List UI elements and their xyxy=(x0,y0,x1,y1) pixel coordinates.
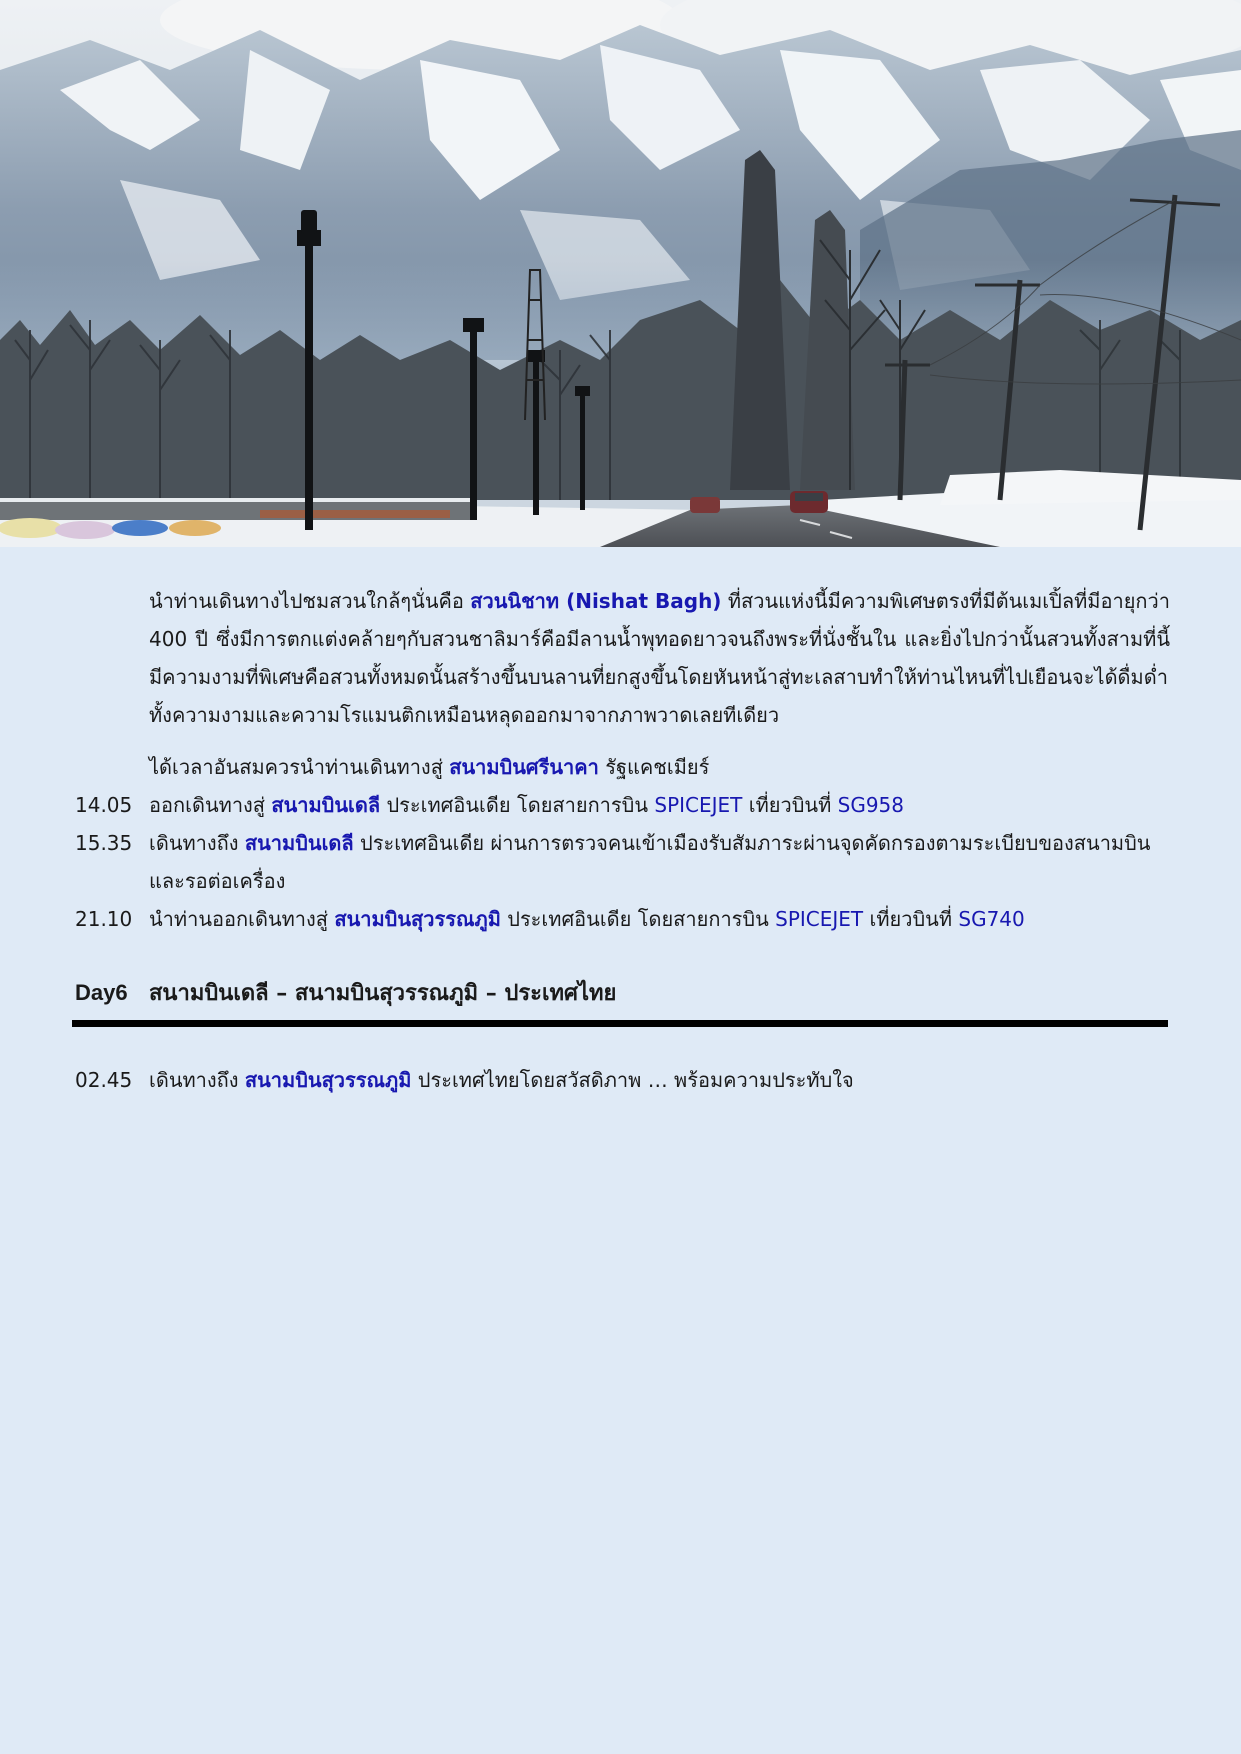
schedule-text-mid: ประเทศอินเดีย โดยสายการบิน xyxy=(380,793,655,817)
flight-number: SG958 xyxy=(837,793,904,817)
schedule-text-post: ประเทศอินเดีย ผ่านการตรวจคนเข้าเมืองรับสัมภาระผ่านจุดคัดกรองตามระเบียบของสนามบิน และรอต่อเครื่อง xyxy=(149,831,1151,893)
schedule-text-pre: ออกเดินทางสู่ xyxy=(149,793,272,817)
flight-number: SG740 xyxy=(958,907,1025,931)
day-label: Day6 xyxy=(75,980,128,1005)
schedule-text-mid2: เที่ยวบินที่ xyxy=(742,793,838,817)
schedule-text xyxy=(149,824,1170,900)
schedule-row xyxy=(75,786,1170,824)
place-delhi-airport: สนามบินเดลี xyxy=(244,831,354,855)
intro-text-post: ที่สวนแห่งนี้มีความพิเศษตรงที่มีต้นเมเปิ้ลที่มีอายุกว่า 400 ปี ซึ่งมีการตกแต่งคล้ายๆกับสวนชาลิมาร์คือมีลานน้ำพุทอดยาวจนถึงพระที่นั่งชั้นใน และยิ่งไปกว่านั้นสวนทั้งสามที่นี้มีความงามที่พิเศษคือสวนทั้งหมดนั้นสร้างขึ้นบนลานที่ยกสูงขึ้นโดยหันหน้าสู่ทะเลสาบทำให้ท่านไหนที่ไปเยือนจะได้ดื่มด่ำทั้งความงามและความโรแมนติกเหมือนหลุดออกมาจากภาพวาดเลยทีเดียว xyxy=(149,589,1170,727)
intro-text-pre: นำท่านเดินทางไปชมสวนใกล้ๆนั่นคือ xyxy=(149,589,471,613)
airline-name: SPICEJET xyxy=(775,907,864,931)
schedule-time: 14.05 xyxy=(75,793,133,817)
schedule-text-pre: เดินทางถึง xyxy=(149,831,245,855)
place-srinagar-airport: สนามบินศรีนาคา xyxy=(449,755,599,779)
schedule-text xyxy=(149,1061,1170,1099)
day-divider xyxy=(72,1020,1168,1027)
kashmir-snow-mountain-road-photo xyxy=(0,0,1241,547)
schedule-text-post: ประเทศไทยโดยสวัสดิภาพ … พร้อมความประทับใจ xyxy=(411,1068,854,1092)
schedule-row xyxy=(75,900,1170,938)
day-header xyxy=(75,972,1170,1014)
intro-paragraph xyxy=(149,582,1170,734)
place-nishat-bagh: สวนนิชาท (Nishat Bagh) xyxy=(470,589,722,613)
place-suvarnabhumi-airport: สนามบินสุวรรณภูมิ xyxy=(334,907,501,931)
hero-photo xyxy=(0,0,1241,547)
schedule-time: 15.35 xyxy=(75,831,133,855)
schedule-text xyxy=(149,900,1170,938)
schedule-time: 21.10 xyxy=(75,907,133,931)
airport-note-pre: ได้เวลาอันสมควรนำท่านเดินทางสู่ xyxy=(149,755,450,779)
airport-note-post: รัฐแคชเมียร์ xyxy=(598,755,710,779)
place-suvarnabhumi-airport: สนามบินสุวรรณภูมิ xyxy=(244,1068,412,1092)
airline-name: SPICEJET xyxy=(654,793,743,817)
airport-note xyxy=(149,748,1170,786)
itinerary-content xyxy=(75,582,1170,1099)
schedule-row xyxy=(75,1061,1170,1099)
schedule-row xyxy=(75,824,1170,900)
schedule-text-pre: นำท่านออกเดินทางสู่ xyxy=(149,907,335,931)
place-delhi-airport: สนามบินเดลี xyxy=(271,793,381,817)
schedule-text-mid2: เที่ยวบินที่ xyxy=(863,907,959,931)
schedule-text-pre: เดินทางถึง xyxy=(149,1068,245,1092)
schedule-time: 02.45 xyxy=(75,1068,133,1092)
day-title: สนามบินเดลี – สนามบินสุวรรณภูมิ – ประเทศไทย xyxy=(149,980,617,1006)
schedule-text-mid: ประเทศอินเดีย โดยสายการบิน xyxy=(500,907,776,931)
schedule-text xyxy=(149,786,1170,824)
